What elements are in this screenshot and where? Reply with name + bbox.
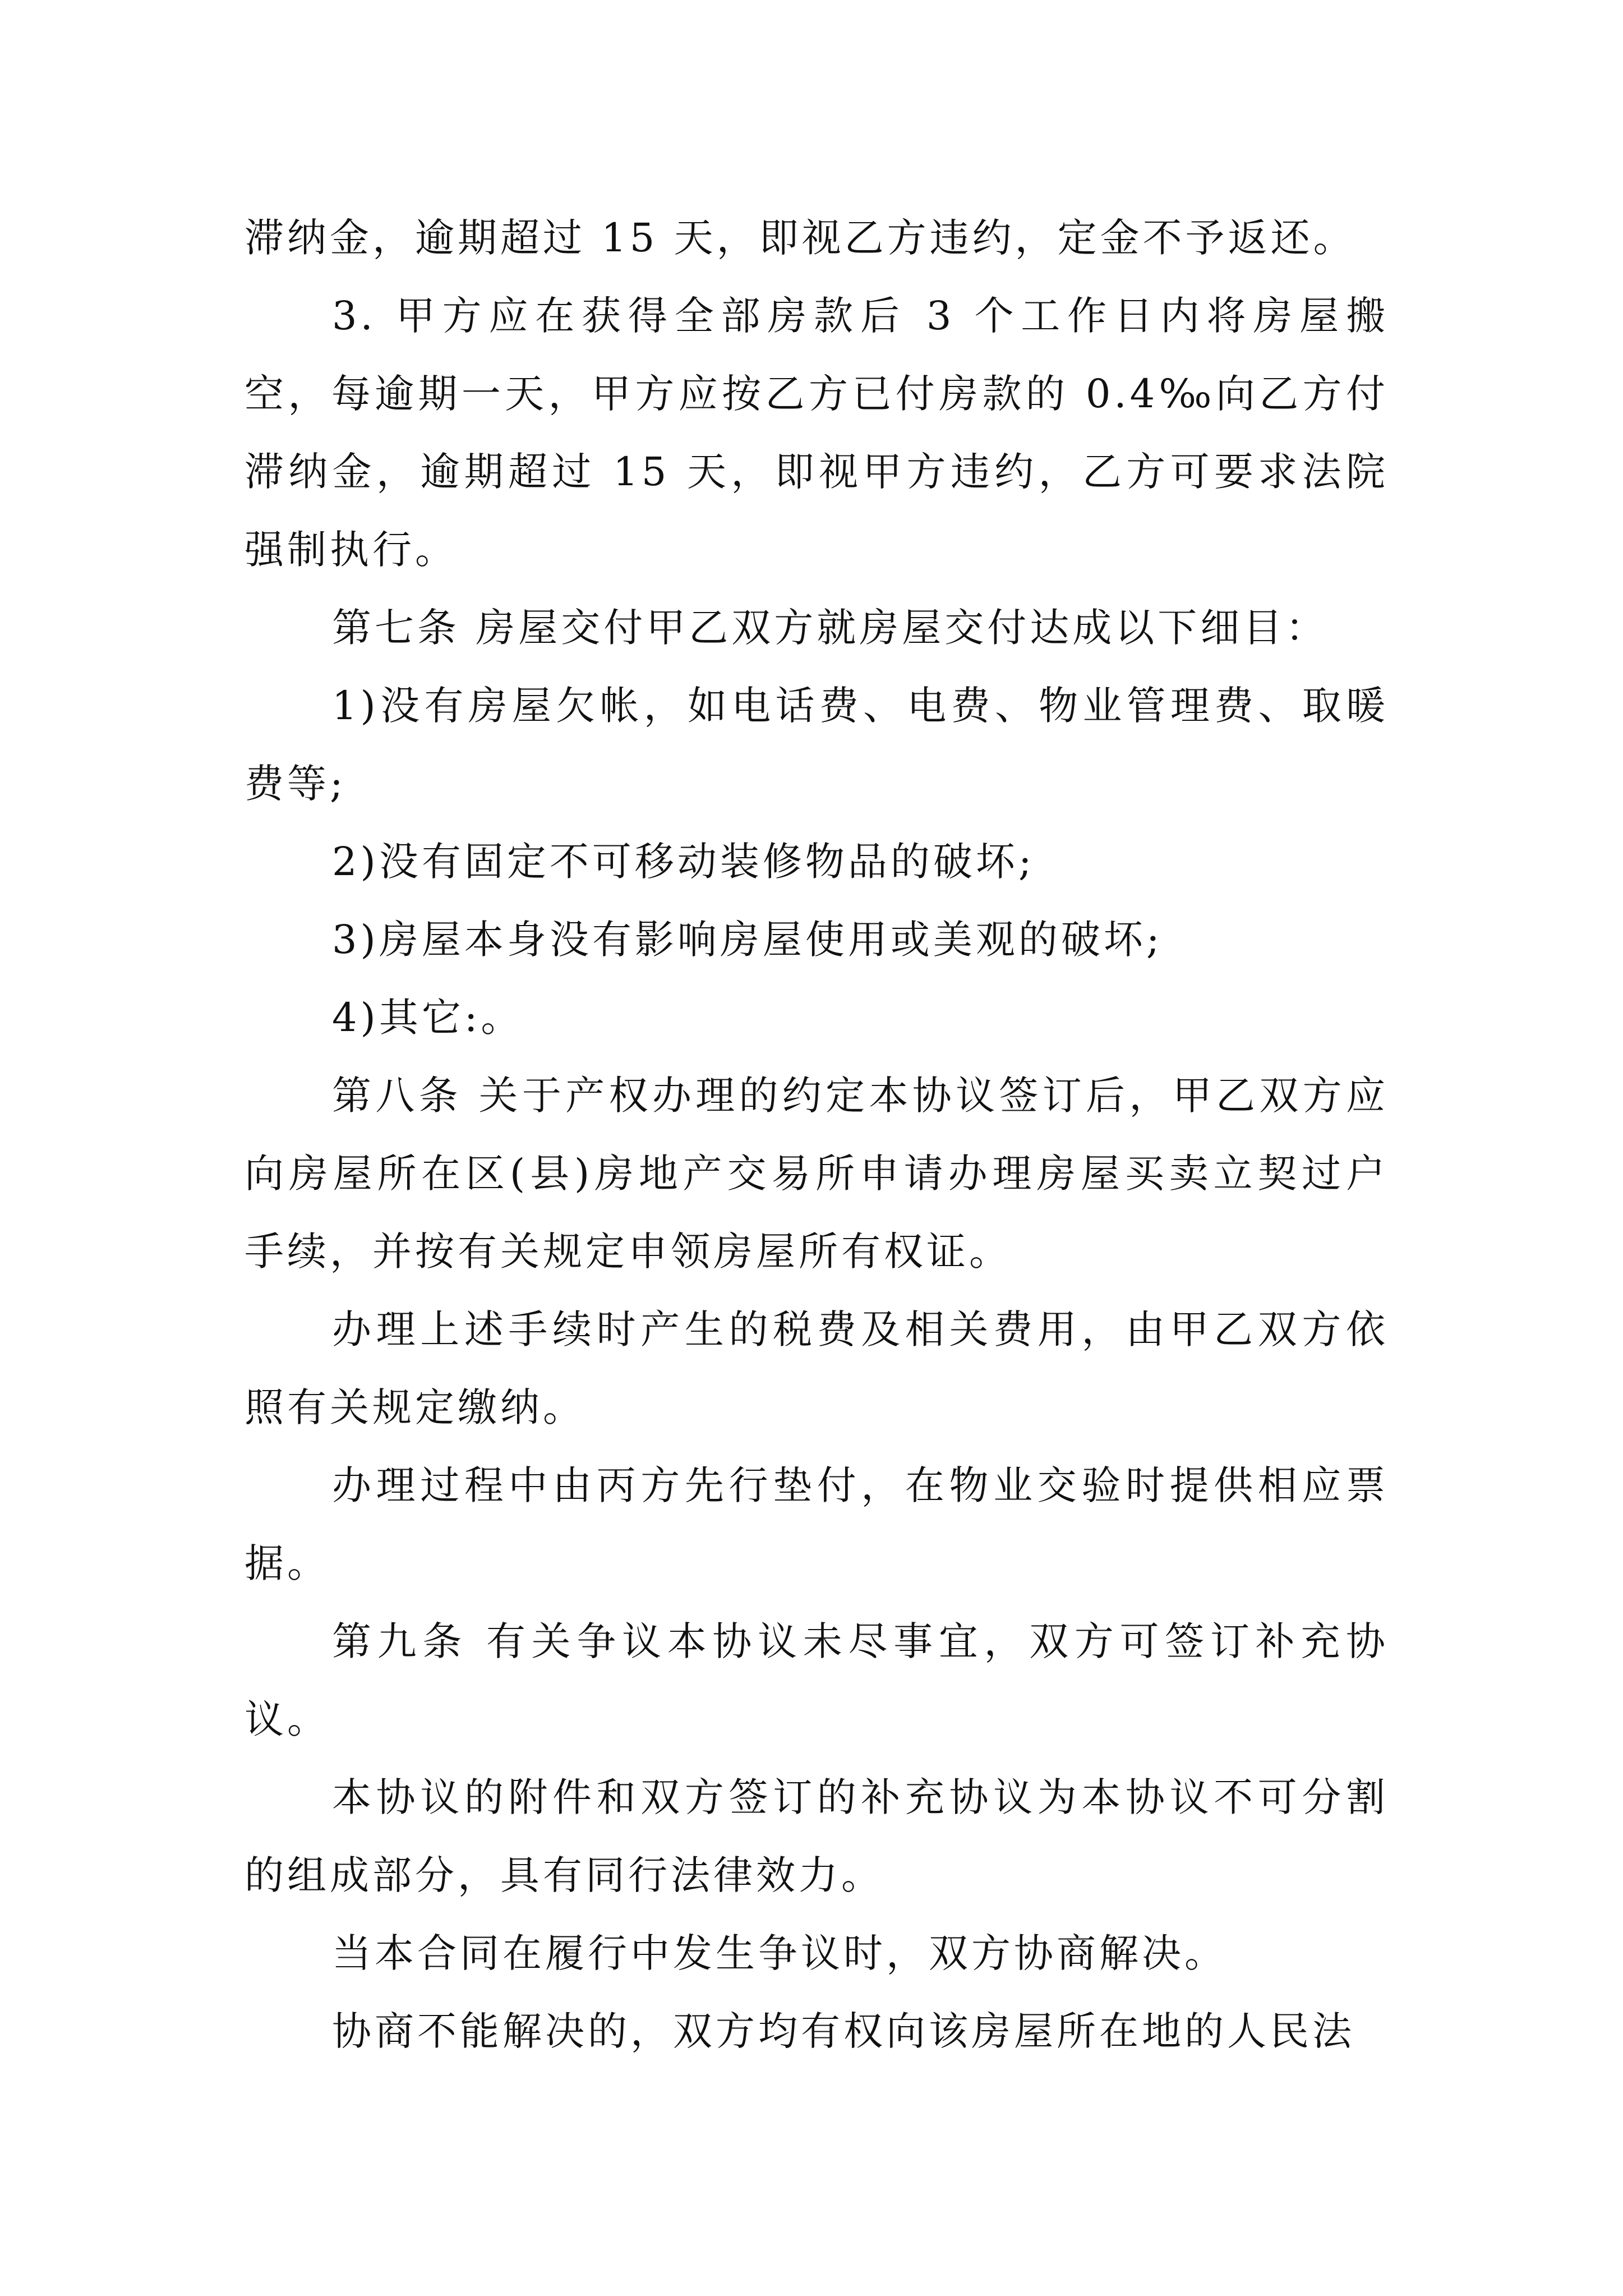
paragraph-article-7-heading: 第七条 房屋交付甲乙双方就房屋交付达成以下细目： [332, 605, 1329, 651]
paragraph-court: 协商不能解决的，双方均有权向该房屋所在地的人民法 [332, 2008, 1355, 2054]
paragraph-item-2: 2)没有固定不可移动装修物品的破坏; [332, 839, 1035, 885]
paragraph-article-8: 第八条 关于产权办理的约定本协议签订后，甲乙双方应向房屋所在区(县)房地产交易所申请办理房屋买卖立契过户手续，并按有关规定申领房屋所有权证。 [245, 1073, 1389, 1274]
paragraph-clause-3-vacate: 3. 甲方应在获得全部房款后 3 个工作日内将房屋搬空，每逾期一天，甲方应按乙方已付房款的 0.4‰向乙方付滞纳金，逾期超过 15 天，即视甲方违约，乙方可要求法院强制执行。 [245, 293, 1389, 573]
paragraph-item-3: 3)房屋本身没有影响房屋使用或美观的破坏; [332, 917, 1163, 963]
paragraph-fees: 办理上述手续时产生的税费及相关费用，由甲乙双方依照有关规定缴纳。 [245, 1306, 1389, 1430]
document-body [245, 199, 1389, 2070]
paragraph-article-9: 第九条 有关争议本协议未尽事宜，双方可签订补充协议。 [245, 1618, 1389, 1742]
paragraph-late-fee-continuation: 滞纳金，逾期超过 15 天，即视乙方违约，定金不予返还。 [245, 215, 1356, 261]
paragraph-attachments: 本协议的附件和双方签订的补充协议为本协议不可分割的组成部分，具有同行法律效力。 [245, 1774, 1389, 1898]
paragraph-advance-payment: 办理过程中由丙方先行垫付，在物业交验时提供相应票据。 [245, 1462, 1389, 1586]
paragraph-item-4: 4)其它:。 [332, 995, 524, 1041]
paragraph-item-1: 1)没有房屋欠帐，如电话费、电费、物业管理费、取暖费等; [245, 683, 1389, 807]
paragraph-disputes: 当本合同在履行中发生争议时，双方协商解决。 [332, 1930, 1227, 1976]
